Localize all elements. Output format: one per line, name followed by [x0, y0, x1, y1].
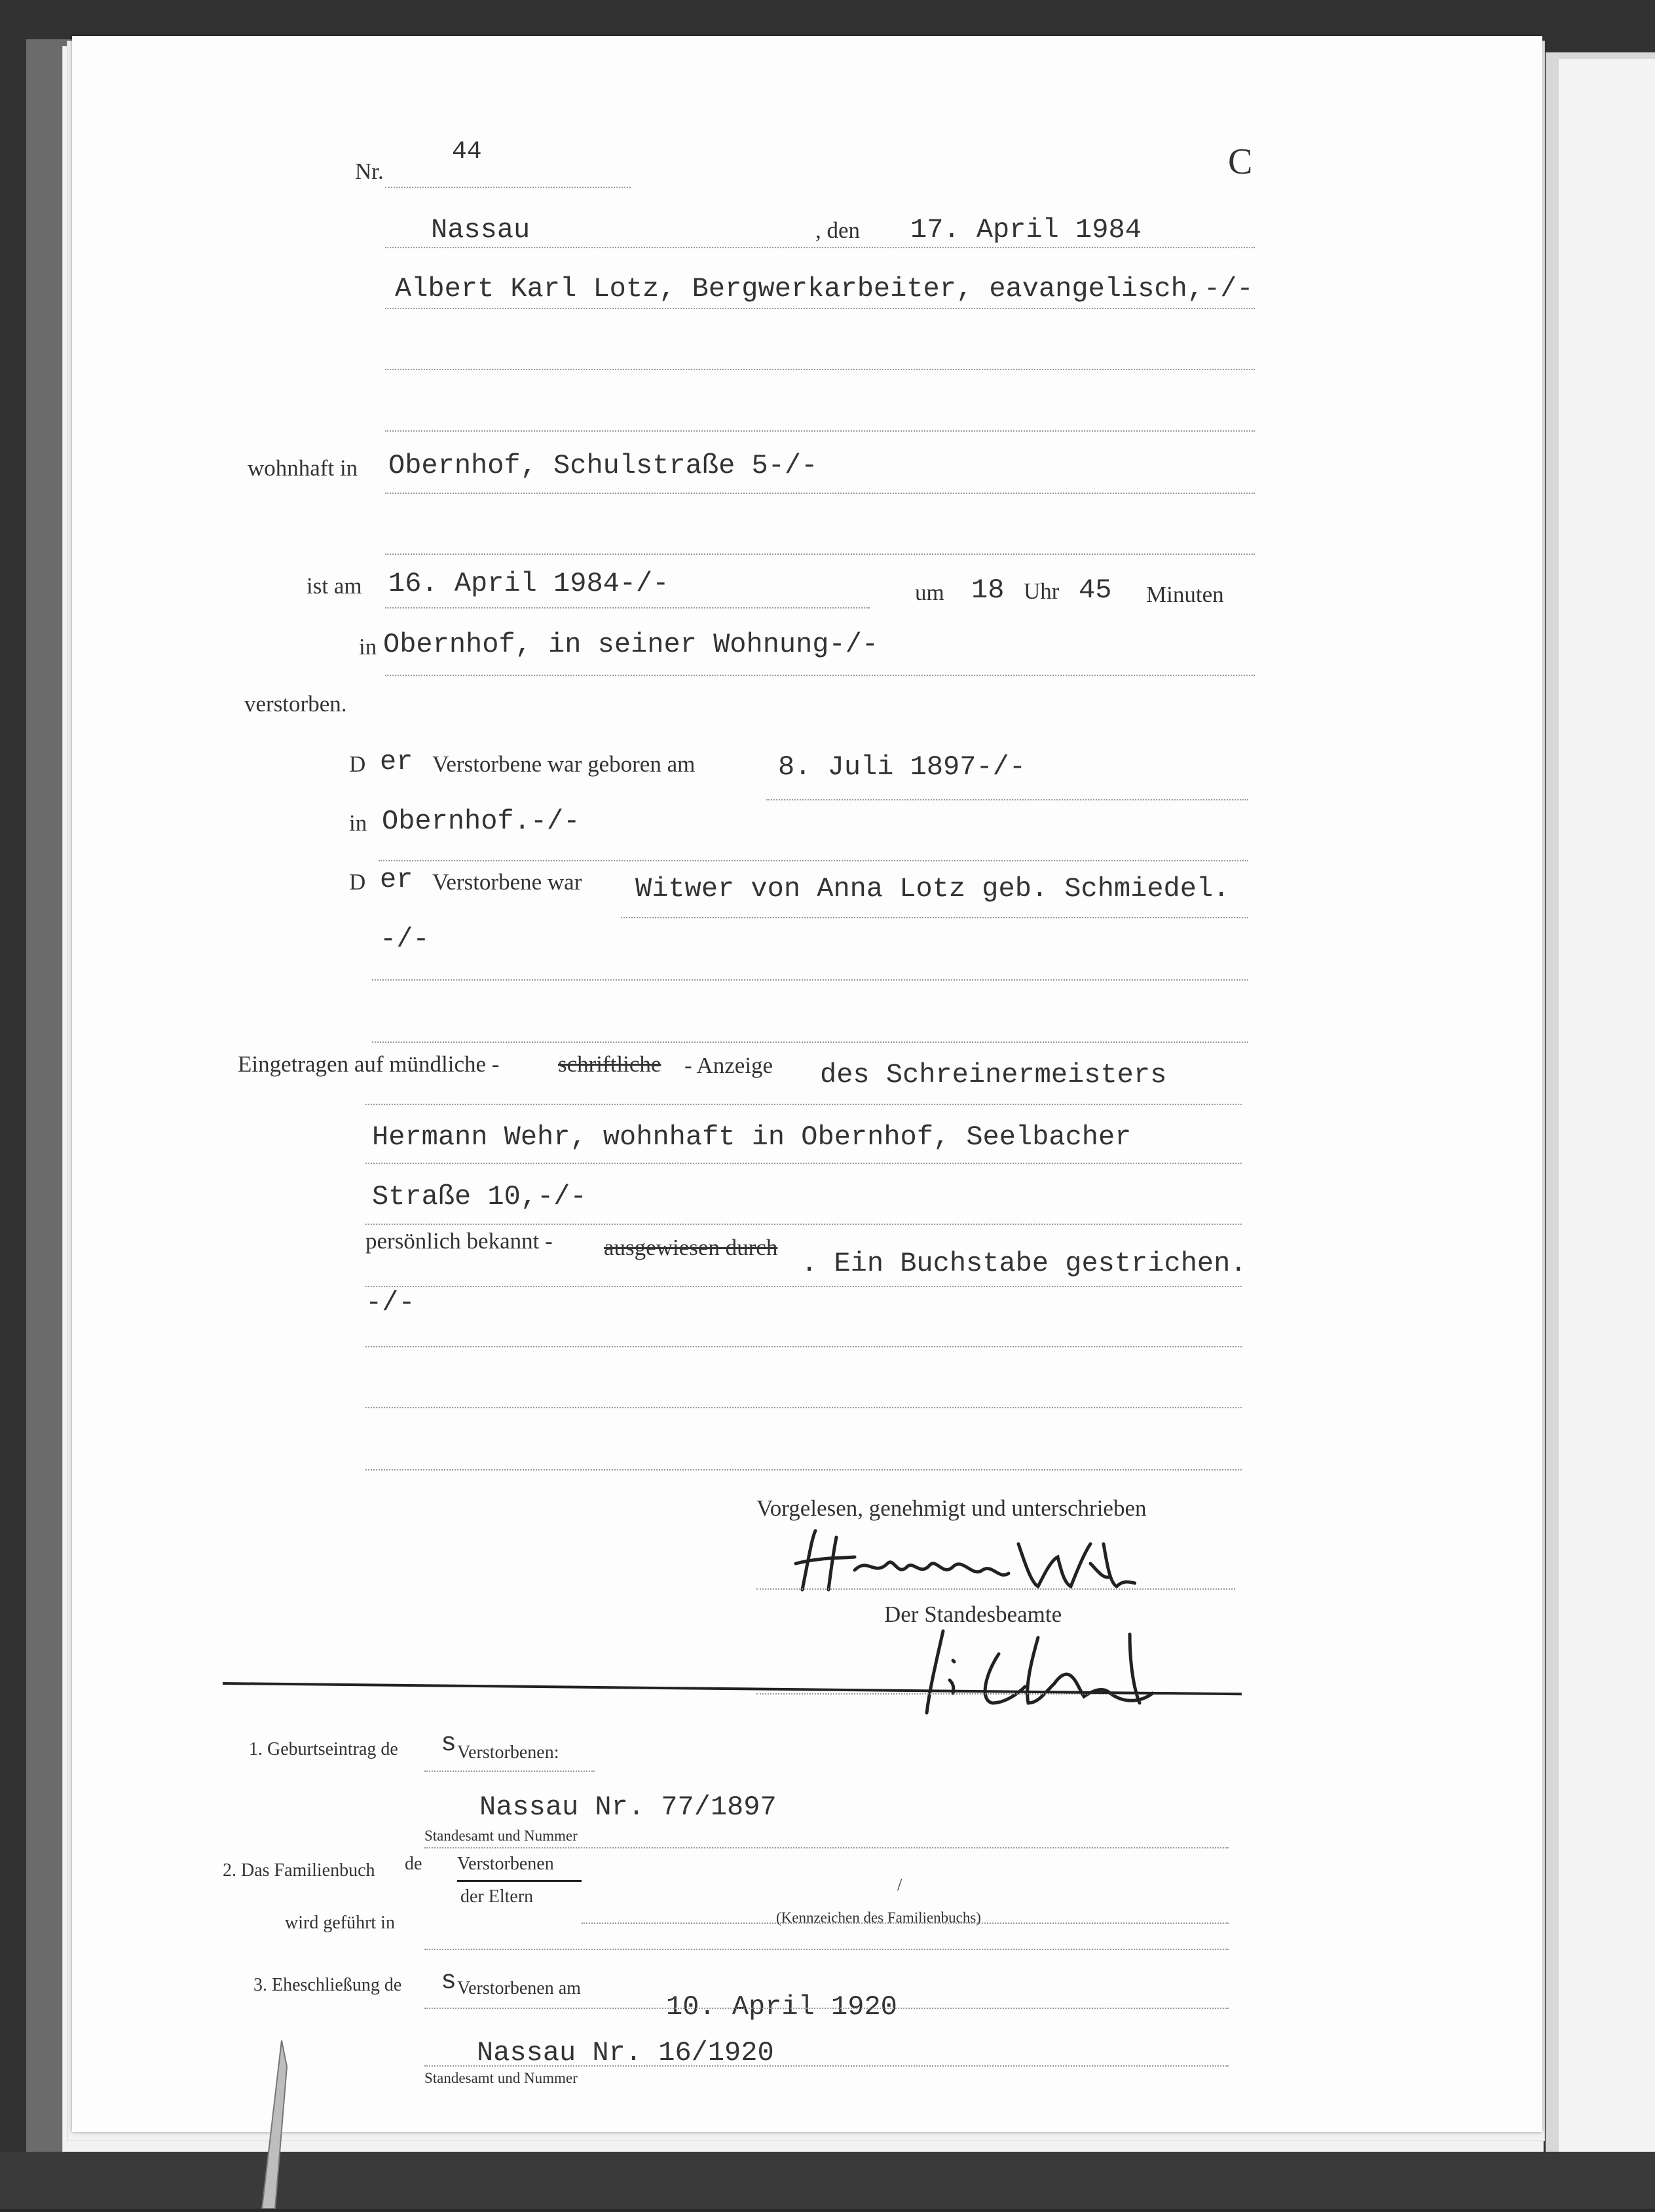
item3-suffix: Verstorbenen am [457, 1978, 581, 1998]
wohnhaft-label: wohnhaft in [248, 455, 358, 481]
verstorben-label: verstorben. [244, 691, 347, 717]
dotted-line [365, 1163, 1242, 1164]
item3-label: 3. Eheschließung de [253, 1975, 402, 1995]
dotted-line [424, 2065, 1229, 2067]
item1-suffix: Verstorbenen: [457, 1742, 559, 1763]
um-label: um [915, 580, 944, 605]
bekannt-struck: ausgewiesen durch [604, 1235, 778, 1260]
dotted-line [621, 917, 1248, 918]
table-surface [0, 2152, 1655, 2209]
death-hour: 18 [971, 574, 1005, 606]
dotted-line [365, 1407, 1242, 1408]
birth-place: Obernhof.-/- [382, 806, 580, 837]
birth-date: 8. Juli 1897-/- [778, 751, 1026, 783]
standesamt-caption: Standesamt und Nummer [424, 1828, 578, 1844]
record-date: 17. April 1984 [910, 214, 1142, 246]
dotted-line [385, 493, 1255, 494]
signed-label: Vorgelesen, genehmigt und unterschrieben [756, 1495, 1147, 1521]
item1-s: s [441, 1729, 457, 1759]
underline [457, 1880, 582, 1882]
item2-verstorbenen: Verstorbenen [457, 1854, 554, 1874]
dotted-line [424, 2008, 1229, 2009]
dotted-line [365, 1224, 1242, 1225]
registrar-signature [914, 1621, 1241, 1719]
place: Nassau [431, 214, 530, 246]
kennzeichen-caption: (Kennzeichen des Familienbuchs) [776, 1909, 981, 1926]
dotted-line [365, 1286, 1242, 1287]
item2-wird: wird geführt in [285, 1913, 395, 1933]
dotted-line [756, 1588, 1235, 1590]
correction-continuation: -/- [365, 1287, 415, 1319]
item1-label: 1. Geburtseintrag de [249, 1739, 398, 1759]
death-date: 16. April 1984-/- [388, 568, 669, 599]
dotted-line [385, 369, 1255, 370]
informant-line2: Hermann Wehr, wohnhaft in Obernhof, Seelbacher [372, 1121, 1132, 1153]
dotted-line [424, 1771, 595, 1772]
birth-prefix-d: D [349, 751, 366, 777]
register-letter: C [1228, 141, 1253, 182]
anzeige-label: - Anzeige [684, 1053, 773, 1078]
item2-eltern: der Eltern [460, 1886, 534, 1907]
marriage-date: 10. April 1920 [666, 1991, 897, 2023]
standesamt-caption-2: Standesamt und Nummer [424, 2070, 578, 2086]
dotted-line [385, 430, 1255, 432]
uhr-label: Uhr [1024, 578, 1060, 604]
informant-line1: des Schreinermeisters [820, 1059, 1167, 1091]
dotted-line [379, 860, 1248, 861]
item3-s: s [441, 1967, 457, 1996]
status-prefix-d: D [349, 869, 366, 895]
dotted-line [385, 553, 1255, 555]
dotted-line [385, 607, 870, 609]
birth-prefix-er: er [380, 746, 413, 778]
item2-de: de [405, 1854, 422, 1874]
residence-address: Obernhof, Schulstraße 5-/- [388, 450, 818, 481]
dotted-line [365, 1104, 1242, 1105]
register-page [72, 36, 1542, 2132]
status-label: Verstorbene war [432, 869, 582, 895]
facing-page [1559, 59, 1655, 2155]
status-continuation: -/- [380, 924, 430, 955]
item2-slash: / [897, 1875, 902, 1894]
bekannt-label: persönlich bekannt - [365, 1228, 553, 1254]
birth-in-label: in [349, 810, 367, 836]
eingetragen-struck: schriftliche [558, 1051, 661, 1077]
dotted-line [424, 1949, 1229, 1950]
den-label: , den [815, 217, 861, 243]
dotted-line [385, 187, 631, 188]
informant-signature [783, 1518, 1136, 1609]
dotted-line [385, 308, 1255, 309]
record-number: 44 [452, 138, 482, 166]
dotted-line [424, 1847, 1229, 1848]
dotted-line [385, 675, 1255, 676]
registrar-label: Der Standesbeamte [884, 1602, 1062, 1627]
dotted-line [372, 979, 1248, 981]
marital-status: Witwer von Anna Lotz geb. Schmiedel. [635, 873, 1230, 905]
minuten-label: Minuten [1146, 582, 1224, 607]
dotted-line [365, 1469, 1242, 1471]
death-minute: 45 [1079, 574, 1112, 606]
dotted-line [372, 1041, 1248, 1043]
birth-entry-ref: Nassau Nr. 77/1897 [479, 1791, 777, 1823]
pen-object [255, 2040, 295, 2209]
in-label: in [359, 634, 377, 660]
dotted-line [365, 1346, 1242, 1347]
status-prefix-er: er [380, 864, 413, 895]
ist-am-label: ist am [307, 573, 362, 599]
item2-label: 2. Das Familienbuch [223, 1860, 375, 1881]
marriage-entry-ref: Nassau Nr. 16/1920 [477, 2037, 774, 2069]
correction-note: . Ein Buchstabe gestrichen. [801, 1248, 1247, 1279]
dotted-line [385, 247, 1255, 248]
death-place: Obernhof, in seiner Wohnung-/- [383, 629, 879, 660]
deceased-person: Albert Karl Lotz, Bergwerkarbeiter, eavangelisch,-/- [395, 273, 1254, 305]
nr-label: Nr. [355, 159, 384, 184]
birth-label: Verstorbene war geboren am [432, 751, 696, 777]
dotted-line [766, 799, 1248, 800]
informant-line3: Straße 10,-/- [372, 1181, 587, 1212]
eingetragen-label: Eingetragen auf mündliche - [238, 1051, 500, 1077]
